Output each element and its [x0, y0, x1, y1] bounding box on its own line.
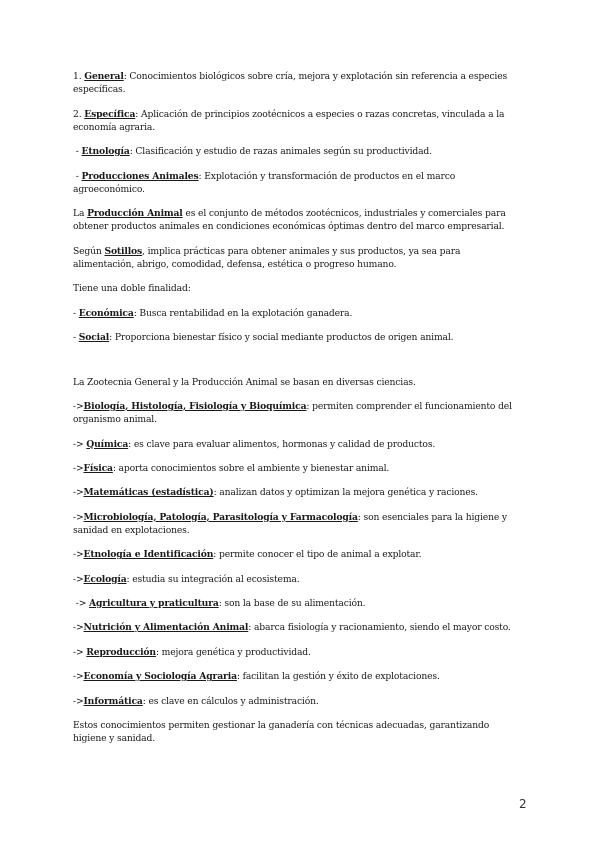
item-text: : analizan datos y optimizan la mejora genética y raciones. — [213, 487, 478, 499]
item-text: : Proporciona bienestar físico y social mediante productos de origen animal. — [109, 332, 454, 344]
conclusion-paragraph: Estos conocimientos permiten gestionar la ganadería con técnicas adecuadas, garantizando higiene y sanidad. — [73, 720, 490, 745]
science-item — [73, 573, 523, 586]
item-text: : son la base de su alimentación. — [218, 598, 366, 610]
item-prefix: -> — [73, 462, 84, 474]
item-term: Etnología — [81, 146, 130, 158]
item-prefix: 2. — [73, 108, 85, 120]
page-number: 2 — [519, 797, 527, 811]
item-prefix: - — [73, 332, 79, 344]
finality-list — [73, 307, 523, 345]
science-item — [73, 486, 523, 499]
item-term: Química — [86, 438, 129, 450]
definition-paragraph — [73, 207, 523, 233]
science-item — [73, 511, 523, 537]
item-prefix: -> — [73, 646, 87, 658]
item-prefix: -> — [73, 511, 84, 523]
item-term: Agricultura y praticultura — [89, 598, 219, 610]
item-text: : es clave en cálculos y administración. — [142, 695, 319, 707]
science-item — [73, 621, 523, 634]
item-prefix: -> — [73, 695, 84, 707]
item-term: Económica — [78, 307, 134, 319]
division-item — [73, 145, 523, 158]
item-prefix: -> — [73, 549, 84, 561]
item-prefix: -> — [73, 487, 84, 499]
item-term: Reproducción — [86, 646, 156, 658]
sotillos-paragraph — [73, 245, 523, 271]
item-term: Biología, Histología, Fisiología y Bioquímica — [83, 400, 307, 412]
item-text: : aporta conocimientos sobre el ambiente y bienestar animal. — [112, 462, 390, 474]
sotillos-text: , implica prácticas para obtener animales y sus productos, ya sea para alimentación, abrigo, comodidad, defensa, estética o progreso humano. — [73, 245, 461, 270]
zootecnia-divisions-list — [73, 70, 523, 196]
item-prefix: -> — [73, 598, 90, 610]
item-text: : Busca rentabilidad en la explotación ganadera. — [133, 307, 353, 319]
division-item — [73, 108, 523, 134]
item-text: : mejora genética y productividad. — [155, 646, 311, 658]
item-text: : permiten comprender el funcionamiento del organismo animal. — [73, 400, 512, 426]
item-prefix: - — [73, 146, 82, 158]
item-text: : es clave para evaluar alimentos, hormonas y calidad de productos. — [128, 438, 436, 450]
definition-term: Producción Animal — [87, 208, 183, 220]
finality-intro: Tiene una doble finalidad: — [73, 283, 191, 295]
science-item — [73, 695, 523, 708]
item-term: Social — [78, 332, 110, 344]
item-prefix: -> — [73, 573, 84, 585]
item-text: : estudia su integración al ecosistema. — [126, 573, 300, 585]
item-text: : Aplicación de principios zootécnicos a especies o razas concretas, vinculada a la economía agraria. — [73, 108, 505, 133]
document-body — [73, 70, 523, 757]
item-term: Microbiología, Patología, Parasitología y Farmacología — [83, 511, 358, 523]
science-item — [73, 400, 523, 426]
item-term: Específica — [84, 108, 136, 120]
sciences-intro: La Zootecnia General y la Producción Animal se basan en diversas ciencias. — [73, 376, 416, 388]
sotillos-pre: Según — [73, 245, 105, 257]
science-item — [73, 548, 523, 561]
section-gap — [73, 356, 523, 376]
item-prefix: -> — [73, 438, 87, 450]
science-item — [73, 597, 523, 610]
item-prefix: -> — [73, 400, 84, 412]
division-item — [73, 170, 523, 196]
science-item — [73, 462, 523, 475]
sotillos-term: Sotillos — [104, 245, 143, 257]
item-text: : facilitan la gestión y éxito de explotaciones. — [236, 671, 440, 683]
item-term: General — [84, 71, 124, 82]
item-term: Física — [83, 462, 113, 474]
item-prefix: -> — [73, 671, 84, 683]
item-prefix: 1. — [73, 71, 85, 82]
finality-item — [73, 307, 523, 320]
item-text: : Clasificación y estudio de razas animales según su productividad. — [129, 146, 432, 158]
item-prefix: -> — [73, 622, 84, 634]
item-term: Economía y Sociología Agraria — [83, 671, 237, 683]
definition-text: es el conjunto de métodos zootécnicos, industriales y comerciales para obtener productos animales en condiciones económicas óptimas dentro del marco empresarial. — [73, 208, 506, 233]
item-text: : permite conocer el tipo de animal a explotar. — [213, 549, 422, 561]
science-item — [73, 438, 523, 451]
item-prefix: - — [73, 170, 82, 182]
item-term: Nutrición y Alimentación Animal — [83, 622, 249, 634]
science-item — [73, 646, 523, 659]
item-text: : Conocimientos biológicos sobre cría, mejora y explotación sin referencia a especies específicas. — [73, 71, 508, 96]
item-text: : abarca fisiología y racionamiento, siendo el mayor costo. — [248, 622, 511, 634]
item-text: : son esenciales para la higiene y sanidad en explotaciones. — [73, 511, 507, 536]
division-item — [73, 70, 523, 96]
item-term: Informática — [83, 695, 143, 707]
item-term: Producciones Animales — [81, 170, 199, 182]
item-text: : Explotación y transformación de productos en el marco agroeconómico. — [73, 170, 456, 195]
item-term: Etnología e Identificación — [83, 549, 214, 561]
finality-item — [73, 331, 523, 344]
sciences-list — [73, 400, 523, 708]
definition-pre: La — [73, 208, 88, 220]
science-item — [73, 670, 523, 683]
item-prefix: - — [73, 307, 79, 319]
item-term: Ecología — [83, 573, 127, 585]
item-term: Matemáticas (estadística) — [83, 487, 214, 499]
